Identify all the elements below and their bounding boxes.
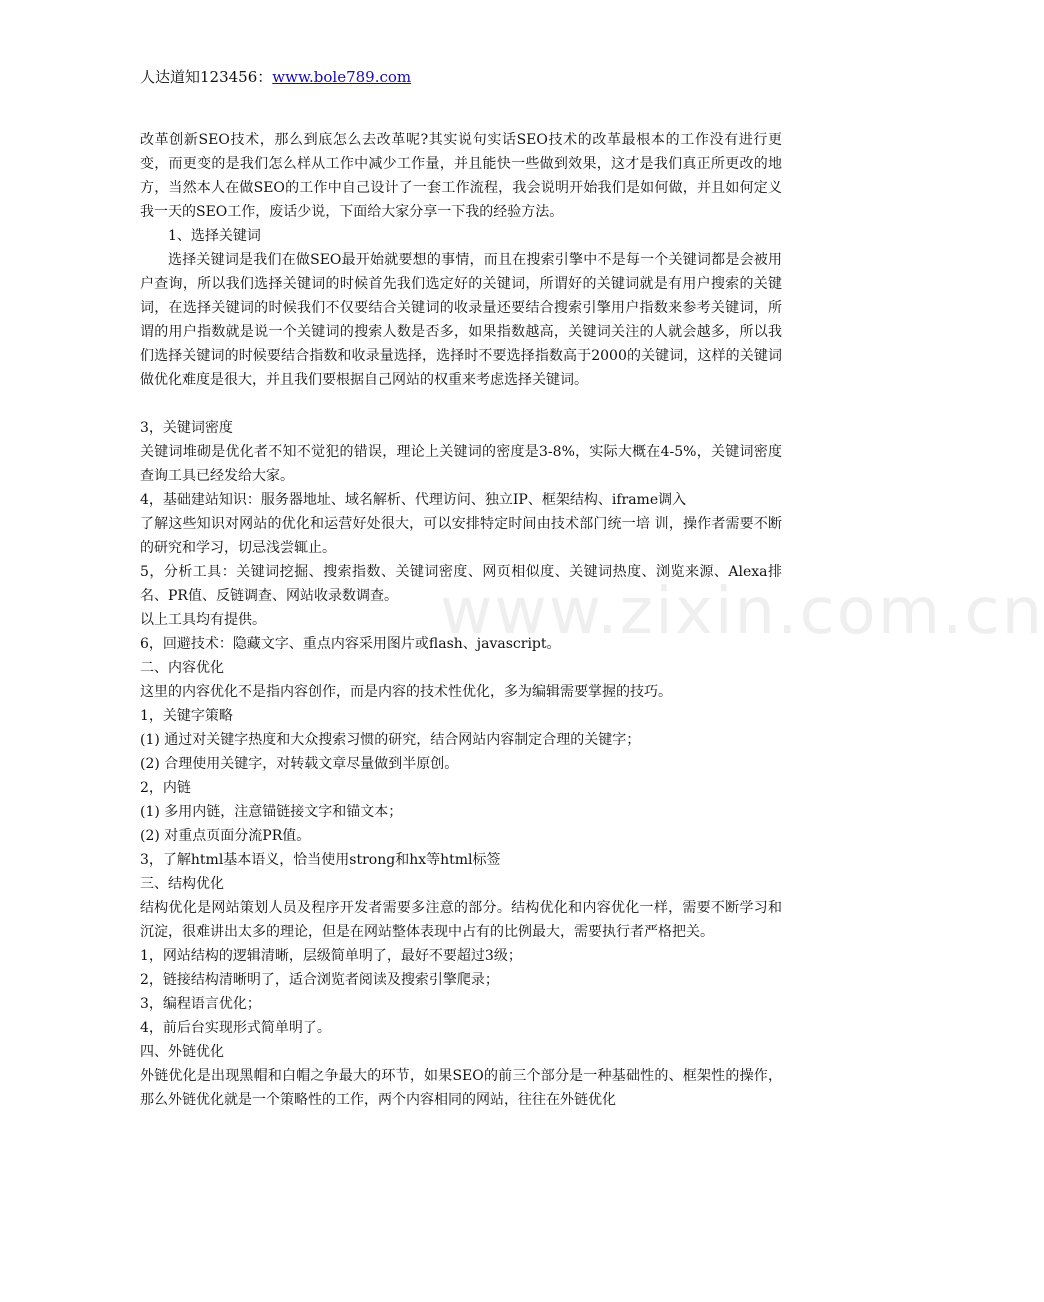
blank-line xyxy=(140,392,782,416)
paragraph: 1、选择关键词 xyxy=(168,228,261,244)
header-link[interactable]: www.bole789.com xyxy=(272,68,412,86)
paragraph: 3，了解html基本语义，恰当使用strong和hx等html标签 xyxy=(140,852,501,868)
paragraph: 关键词堆砌是优化者不知不觉犯的错误，理论上关键词的密度是3-8%，实际大概在4-5%，关键词密度查询工具已经发给大家。 xyxy=(140,444,782,484)
paragraph: 这里的内容优化不是指内容创作，而是内容的技术性优化，多为编辑需要掌握的技巧。 xyxy=(140,684,672,700)
paragraph: 以上工具均有提供。 xyxy=(140,612,266,628)
paragraph: 改革创新SEO技术，那么到底怎么去改革呢?其实说句实话SEO技术的改革最根本的工作没有进行更变，而更变的是我们怎么样从工作中减少工作量，并且能快一些做到效果，这才是我们真正所更改的地方，当然本人在做SEO的工作中自己设计了一套工作流程，我会说明开始我们是如何做，并且如何定义我一天的SEO工作，废话少说，下面给大家分享一下我的经验方法。 xyxy=(140,132,782,220)
paragraph: (2) 合理使用关键字，对转载文章尽量做到半原创。 xyxy=(140,756,459,772)
paragraph: 选择关键词是我们在做SEO最开始就要想的事情，而且在搜索引擎中不是每一个关键词都是会被用户查询，所以我们选择关键词的时候首先我们选定好的关键词，所谓好的关键词就是有用户搜索的关键词，在选择关键词的时候我们不仅要结合关键词的收录量还要结合搜索引擎用户指数来参考关键词，所谓的用户指数就是说一个关键词的搜索人数是否多，如果指数越高，关键词关注的人就会越多，所以我们选择关键词的时候要结合指数和收录量选择，选择时不要选择指数高于2000的关键词，这样的关键词做优化难度是很大，并且我们要根据自己网站的权重来考虑选择关键词。 xyxy=(140,252,782,388)
paragraph: 6，回避技术：隐藏文字、重点内容采用图片或flash、javascript。 xyxy=(140,636,561,652)
page-header xyxy=(140,66,411,88)
paragraph: 二、内容优化 xyxy=(140,660,224,676)
paragraph: (1) 多用内链，注意锚链接文字和锚文本； xyxy=(140,804,403,820)
paragraph: 5，分析工具：关键词挖掘、搜索指数、关键词密度、网页相似度、关键词热度、浏览来源、Alexa排名、PR值、反链调查、网站收录数调查。 xyxy=(140,564,782,604)
paragraph: (2) 对重点页面分流PR值。 xyxy=(140,828,311,844)
paragraph: 三、结构优化 xyxy=(140,876,224,892)
paragraph: 结构优化是网站策划人员及程序开发者需要多注意的部分。结构优化和内容优化一样，需要不断学习和沉淀，很难讲出太多的理论，但是在网站整体表现中占有的比例最大，需要执行者严格把关。 xyxy=(140,900,782,940)
paragraph: 四、外链优化 xyxy=(140,1044,224,1060)
paragraph: 3，关键词密度 xyxy=(140,420,233,436)
paragraph: 2，链接结构清晰明了，适合浏览者阅读及搜索引擎爬录； xyxy=(140,972,499,988)
document-body xyxy=(140,128,782,1112)
paragraph: 4，前后台实现形式简单明了。 xyxy=(140,1020,331,1036)
paragraph: 外链优化是出现黑帽和白帽之争最大的环节，如果SEO的前三个部分是一种基础性的、框架性的操作，那么外链优化就是一个策略性的工作，两个内容相同的网站，往往在外链优化 xyxy=(140,1068,782,1108)
paragraph: 3，编程语言优化； xyxy=(140,996,261,1012)
watermark-text: www.zixin.com.cn xyxy=(440,575,1044,649)
paragraph: (1) 通过对关键字热度和大众搜索习惯的研究，结合网站内容制定合理的关键字； xyxy=(140,732,641,748)
paragraph: 了解这些知识对网站的优化和运营好处很大，可以安排特定时间由技术部门统一培 训，操作者需要不断的研究和学习，切忌浅尝辄止。 xyxy=(140,516,782,556)
paragraph: 4，基础建站知识：服务器地址、域名解析、代理访问、独立IP、框架结构、iframe调入 xyxy=(140,492,687,508)
paragraph: 1，网站结构的逻辑清晰，层级简单明了，最好不要超过3级； xyxy=(140,948,522,964)
header-prefix: 人达道知123456： xyxy=(140,68,273,86)
paragraph: 1，关键字策略 xyxy=(140,708,233,724)
paragraph: 2，内链 xyxy=(140,780,191,796)
